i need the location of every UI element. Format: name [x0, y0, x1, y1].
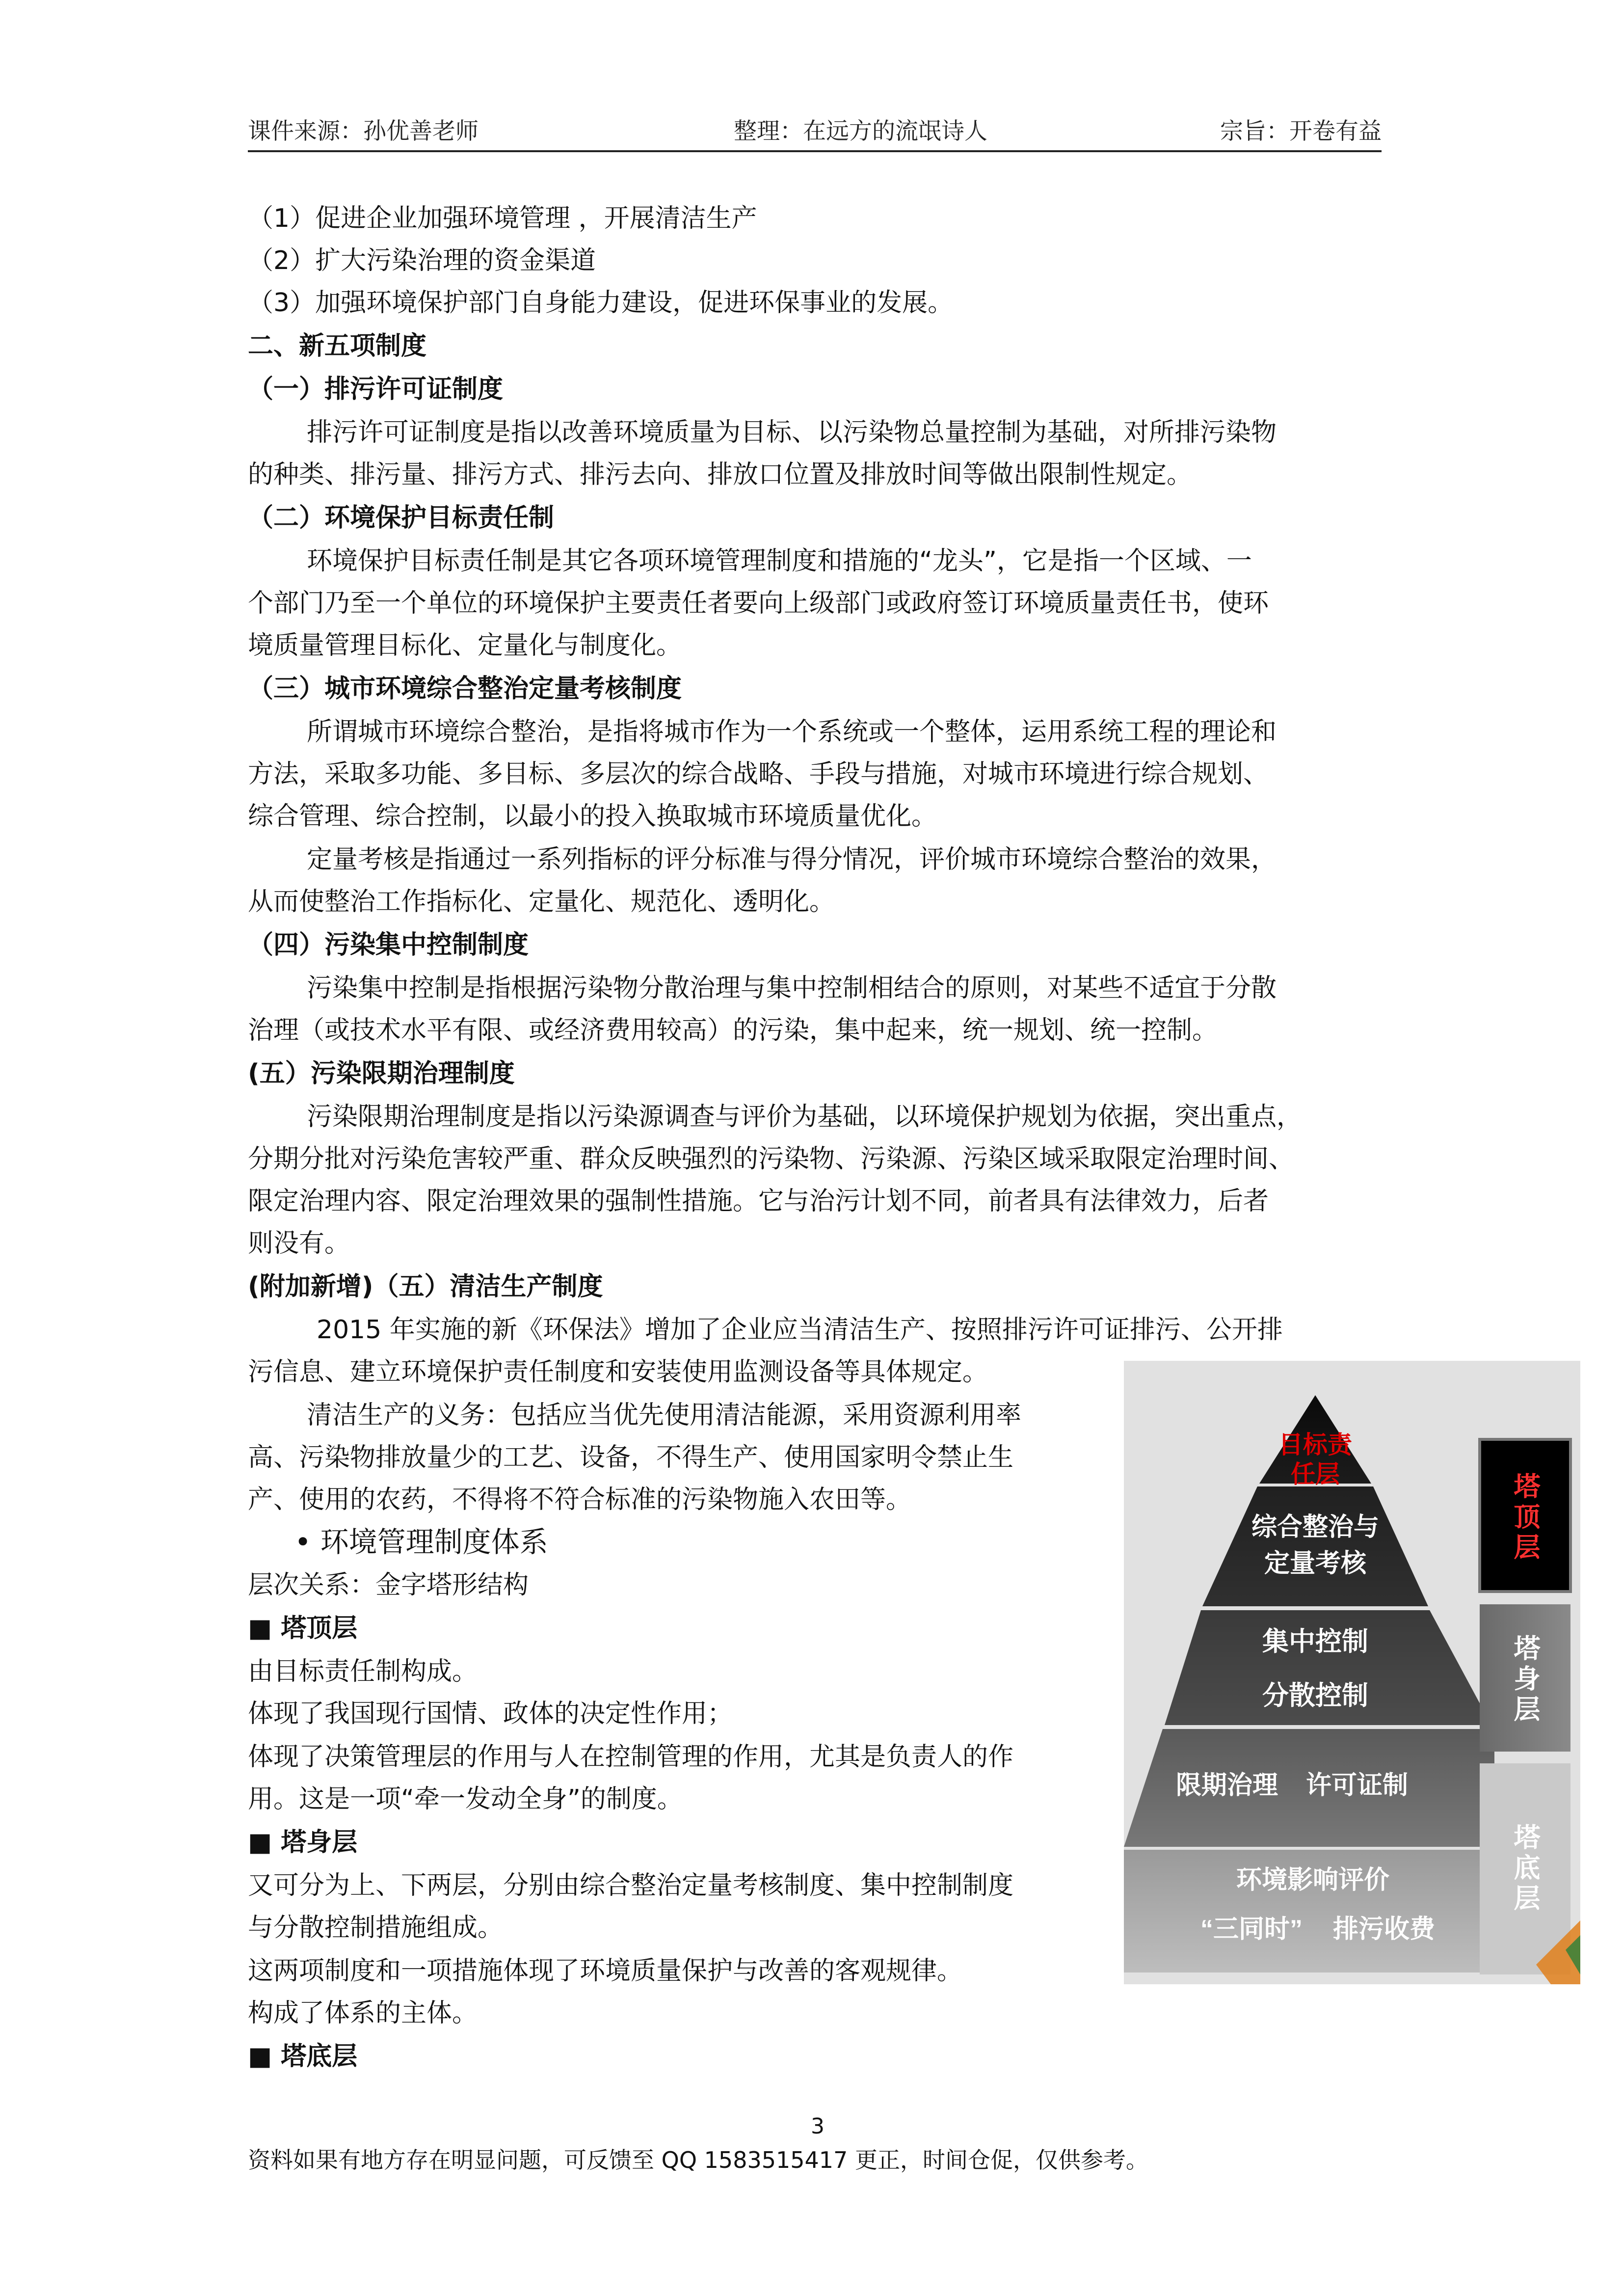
pyramid-base-label-1: 环境影响评价 — [1236, 1866, 1390, 1894]
list-item: （1）促进企业加强环境管理 ，开展清洁生产 — [248, 204, 757, 233]
paragraph-line: 层次关系：金字塔形结构 — [248, 1570, 529, 1600]
paragraph-line: 的种类、排污量、排污方式、排污去向、排放口位置及排放时间等做出限制性规定。 — [248, 460, 1193, 489]
side-label-mid-text: 塔身层 — [1510, 1634, 1540, 1726]
paragraph-line: 产、使用的农药，不得将不符合标准的污染物施入农田等。 — [248, 1485, 912, 1514]
paragraph-line: 限定治理内容、限定治理效果的强制性措施。它与治污计划不同，前者具有法律效力，后者 — [248, 1187, 1269, 1216]
bullet-heading: • 环境管理制度体系 — [294, 1525, 548, 1559]
subsection-heading: （三）城市环境综合整治定量考核制度 — [248, 674, 682, 703]
list-item: （2）扩大污染治理的资金渠道 — [248, 246, 596, 275]
pyramid-upper-label-1: 综合整治与 — [1251, 1513, 1380, 1541]
paragraph-line: 污信息、建立环境保护责任制度和安装使用监测设备等具体规定。 — [248, 1357, 988, 1387]
paragraph-line: 又可分为上、下两层，分别由综合整治定量考核制度、集中控制制度 — [248, 1871, 1014, 1900]
subsection-heading: (附加新增)（五）清洁生产制度 — [248, 1272, 603, 1301]
paragraph-line: 2015 年实施的新《环保法》增加了企业应当清洁生产、按照排污许可证排污、公开排 — [317, 1315, 1283, 1345]
pyramid-top-label-1: 目标责 — [1278, 1431, 1352, 1459]
paragraph-line: 清洁生产的义务：包括应当优先使用清洁能源，采用资源利用率 — [307, 1401, 1022, 1430]
header-editor: 整理：在远方的流氓诗人 — [734, 118, 987, 145]
header-motto: 宗旨：开卷有益 — [1220, 118, 1382, 145]
paragraph-line: 用。这是一项“牵一发动全身”的制度。 — [248, 1784, 683, 1814]
pyramid-upper-label-2: 定量考核 — [1264, 1549, 1367, 1578]
paragraph-line: 分期分批对污染危害较严重、群众反映强烈的污染物、污染源、污染区域采取限定治理时间、 — [248, 1144, 1295, 1174]
paragraph-line: 则没有。 — [248, 1229, 350, 1258]
paragraph-line: 定量考核是指通过一系列指标的评分标准与得分情况，评价城市环境综合整治的效果， — [307, 845, 1277, 874]
page-number: 3 — [811, 2114, 825, 2139]
pyramid-diagram — [1124, 1361, 1580, 1984]
side-label-top-text: 塔顶层 — [1510, 1472, 1540, 1564]
subsection-heading: （二）环境保护目标责任制 — [248, 503, 555, 533]
paragraph-line: 与分散控制措施组成。 — [248, 1913, 504, 1943]
paragraph-line: 方法，采取多功能、多目标、多层次的综合战略、手段与措施，对城市环境进行综合规划、 — [248, 759, 1269, 789]
side-label-bottom-text: 塔底层 — [1510, 1823, 1540, 1915]
pyramid-base-label-2: “三同时” — [1200, 1915, 1303, 1944]
paragraph-line: 所谓城市环境综合整治，是指将城市作为一个系统或一个整体，运用系统工程的理论和 — [307, 717, 1277, 747]
paragraph-line: 由目标责任制构成。 — [248, 1657, 478, 1686]
subsection-heading: (五）污染限期治理制度 — [248, 1059, 515, 1088]
paragraph-line: 高、污染物排放量少的工艺、设备，不得生产、使用国家明令禁止生 — [248, 1443, 1014, 1472]
pyramid-base-label-3: 排污收费 — [1332, 1915, 1436, 1944]
subsection-heading: （四）污染集中控制制度 — [248, 930, 529, 960]
paragraph-line: 污染集中控制是指根据污染物分散治理与集中控制相结合的原则，对某些不适宜于分散 — [307, 973, 1277, 1003]
paragraph-line: 体现了我国现行国情、政体的决定性作用； — [248, 1699, 733, 1729]
footer-note: 资料如果有地方存在明显问题，可反馈至 QQ 1583515417 更正，时间仓促，仅供参考。 — [248, 2147, 1148, 2173]
pyramid-lower-label-2: 许可证制 — [1305, 1771, 1409, 1800]
paragraph-line: 体现了决策管理层的作用与人在控制管理的作用，尤其是负责人的作 — [248, 1742, 1014, 1772]
subsection-heading: （一）排污许可证制度 — [248, 375, 504, 404]
paragraph-line: 排污许可证制度是指以改善环境质量为目标、以污染物总量控制为基础，对所排污染物 — [307, 418, 1277, 447]
pyramid-mid-label-1: 集中控制 — [1262, 1627, 1368, 1656]
layer-heading: ■ 塔底层 — [248, 2042, 358, 2071]
paragraph-line: 构成了体系的主体。 — [248, 1999, 478, 2028]
paragraph-line: 这两项制度和一项措施体现了环境质量保护与改善的客观规律。 — [248, 1956, 963, 1986]
paragraph-line: 境质量管理目标化、定量化与制度化。 — [248, 631, 682, 660]
paragraph-line: 治理（或技术水平有限、或经济费用较高）的污染，集中起来，统一规划、统一控制。 — [248, 1016, 1218, 1045]
pyramid-lower-label-1: 限期治理 — [1175, 1771, 1278, 1800]
paragraph-line: 从而使整治工作指标化、定量化、规范化、透明化。 — [248, 887, 835, 917]
pyramid-top-label-2: 任层 — [1291, 1460, 1340, 1488]
paragraph-line: 环境保护目标责任制是其它各项环境管理制度和措施的“龙头”，它是指一个区域、一 — [307, 546, 1252, 576]
page-header — [248, 116, 1382, 152]
section-heading: 二、新五项制度 — [248, 331, 427, 361]
pyramid-mid-label-2: 分散控制 — [1262, 1681, 1368, 1710]
paragraph-line: 个部门乃至一个单位的环境保护主要责任者要向上级部门或政府签订环境质量责任书，使环 — [248, 589, 1269, 618]
layer-heading: ■ 塔顶层 — [248, 1614, 358, 1643]
paragraph-line: 综合管理、综合控制，以最小的投入换取城市环境质量优化。 — [248, 802, 937, 831]
layer-heading: ■ 塔身层 — [248, 1828, 358, 1857]
paragraph-line: 污染限期治理制度是指以污染源调查与评价为基础，以环境保护规划为依据，突出重点， — [307, 1102, 1303, 1132]
header-source: 课件来源：孙优善老师 — [248, 118, 479, 145]
list-item: （3）加强环境保护部门自身能力建设，促进环保事业的发展。 — [248, 288, 954, 318]
